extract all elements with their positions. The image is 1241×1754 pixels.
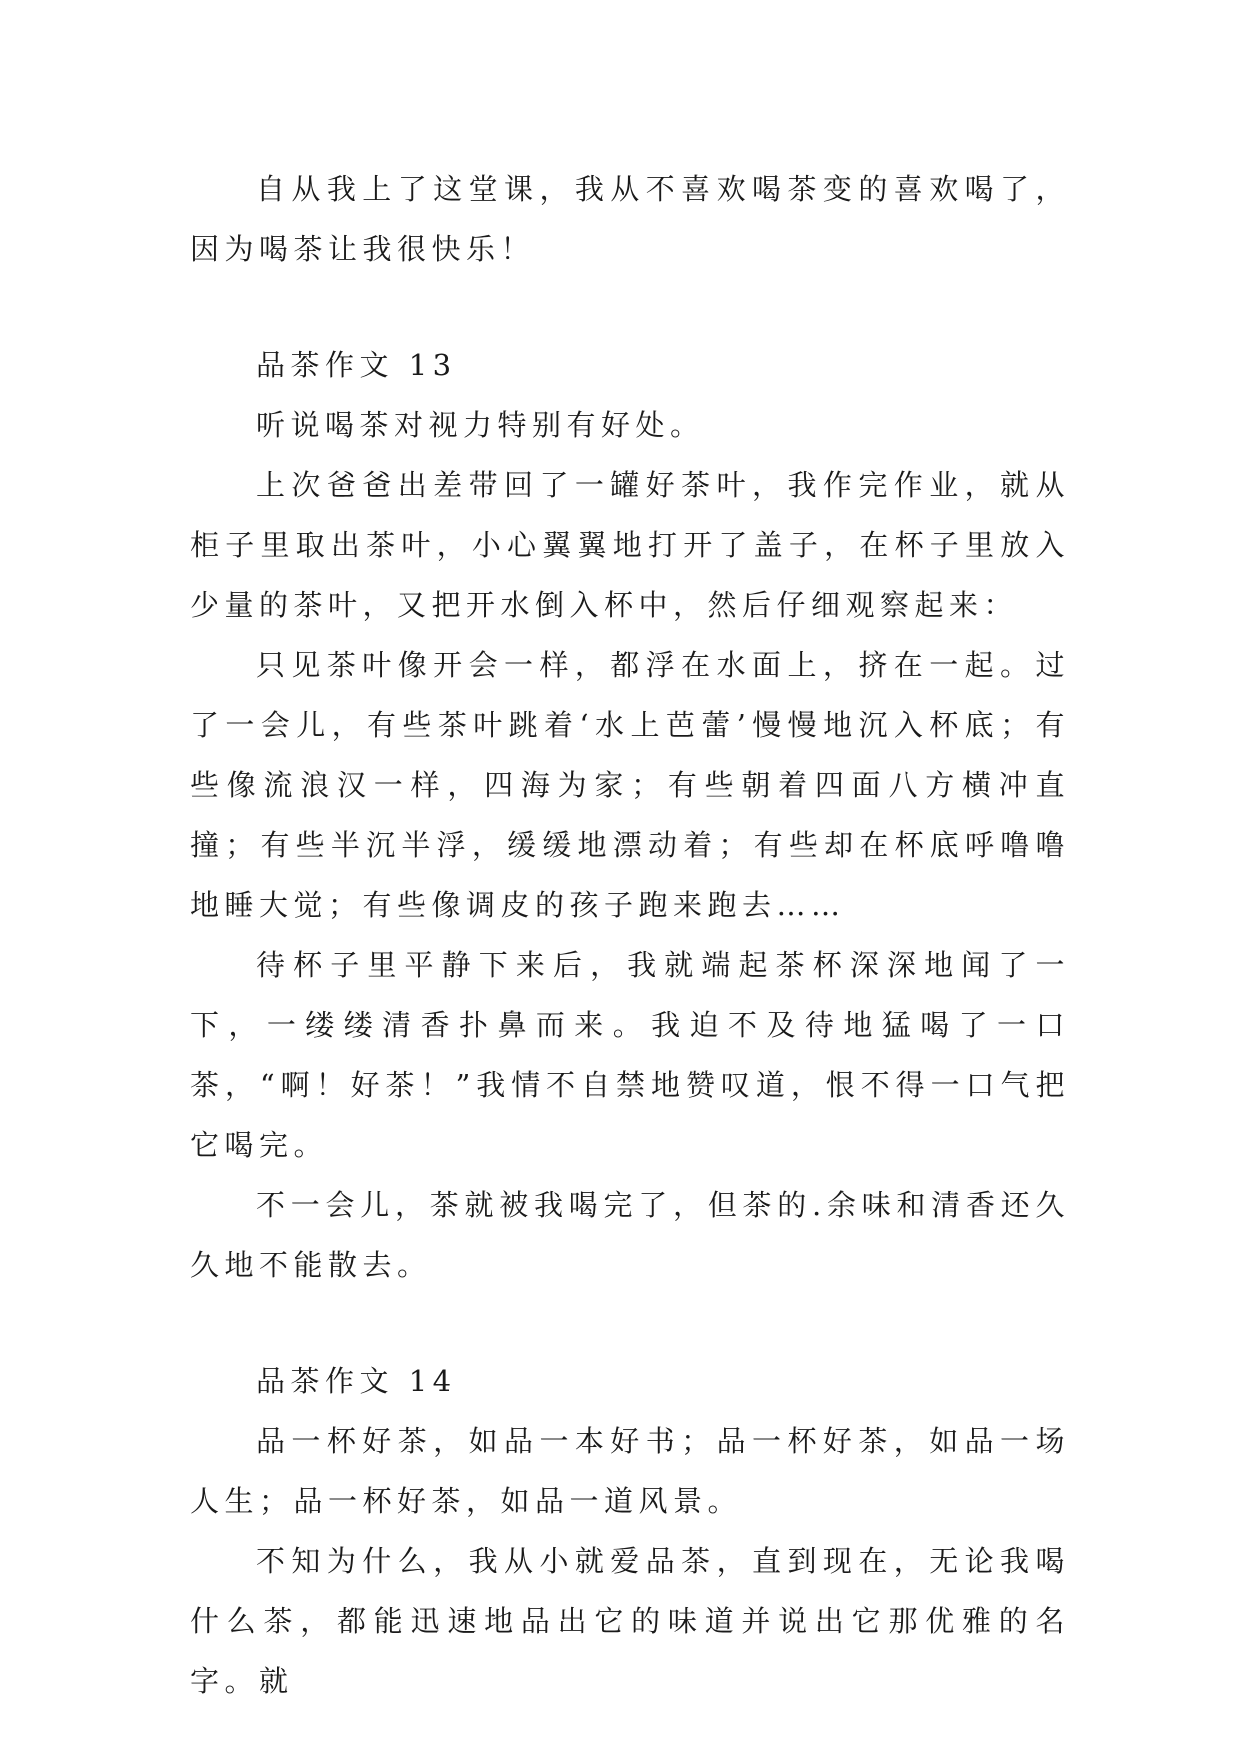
document-body (190, 159, 1070, 1711)
paragraph: 不知为什么，我从小就爱品茶，直到现在，无论我喝什么茶，都能迅速地品出它的味道并说出它那优雅的名字。就 (190, 1544, 1070, 1698)
paragraph: 上次爸爸出差带回了一罐好茶叶，我作完作业，就从柜子里取出茶叶，小心翼翼地打开了盖子，在杯子里放入少量的茶叶，又把开水倒入杯中，然后仔细观察起来： (190, 468, 1070, 622)
paragraph: 听说喝茶对视力特别有好处。 (256, 408, 705, 442)
paragraph: 自从我上了这堂课，我从不喜欢喝茶变的喜欢喝了，因为喝茶让我很快乐！ (190, 172, 1070, 266)
paragraph: 只见茶叶像开会一样，都浮在水面上，挤在一起。过了一会儿，有些茶叶跳着‘水上芭蕾’慢慢地沉入杯底；有些像流浪汉一样，四海为家；有些朝着四面八方横冲直撞；有些半沉半浮，缓缓地漂动着；有些却在杯底呼噜噜地睡大觉；有些像调皮的孩子跑来跑去…… (190, 648, 1070, 922)
paragraph: 品一杯好茶，如品一本好书；品一杯好茶，如品一场人生；品一杯好茶，如品一道风景。 (190, 1424, 1070, 1518)
paragraph: 不一会儿，茶就被我喝完了，但茶的.余味和清香还久久地不能散去。 (190, 1188, 1070, 1282)
paragraph: 待杯子里平静下来后，我就端起茶杯深深地闻了一下，一缕缕清香扑鼻而来。我迫不及待地猛喝了一口茶，“啊！好茶！”我情不自禁地赞叹道，恨不得一口气把它喝完。 (190, 948, 1070, 1162)
section-heading: 品茶作文 13 (256, 348, 457, 382)
section-heading: 品茶作文 14 (256, 1364, 457, 1398)
